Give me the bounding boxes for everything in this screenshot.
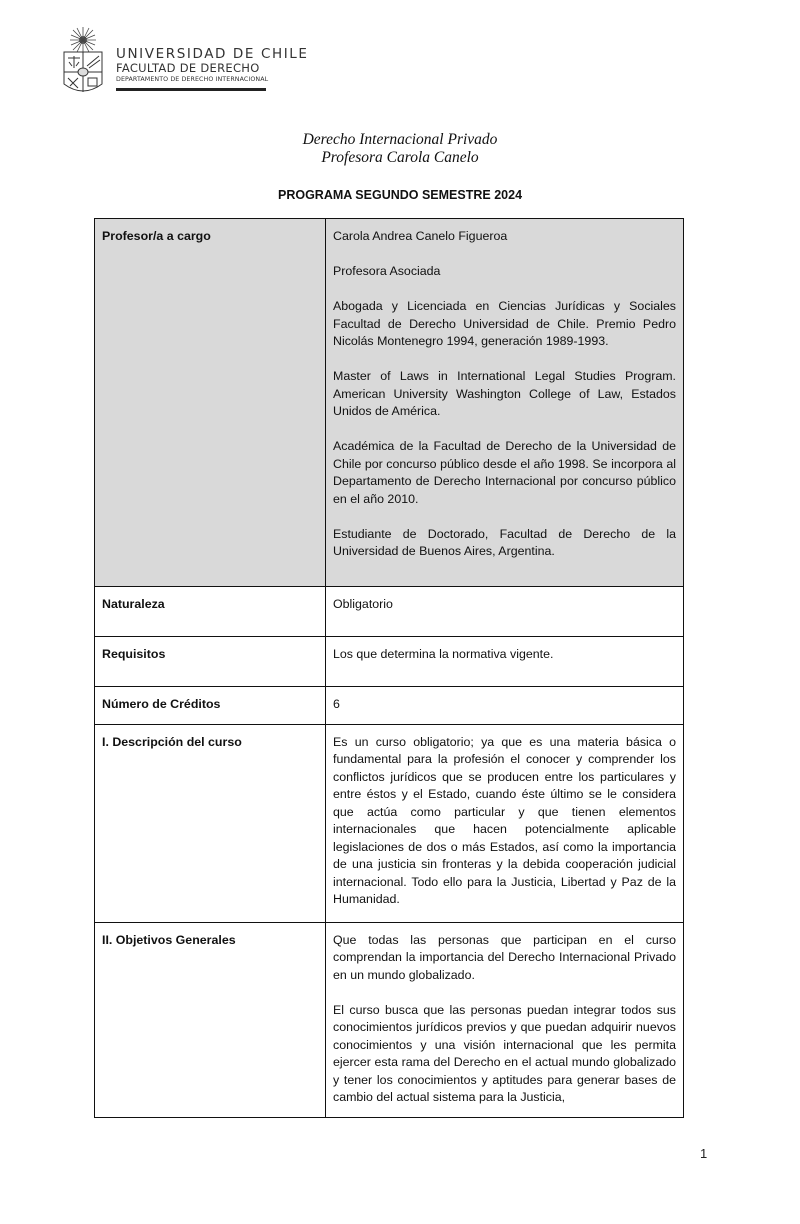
row-value (326, 687, 684, 725)
row-value (326, 587, 684, 637)
university-name: UNIVERSIDAD DE CHILE (116, 46, 309, 62)
row-label: Número de Créditos (95, 687, 326, 725)
table-row (95, 587, 684, 637)
row-label: Naturaleza (95, 587, 326, 637)
program-heading: PROGRAMA SEGUNDO SEMESTRE 2024 (277, 188, 523, 202)
value-paragraph: Los que determina la normativa vigente. (333, 647, 554, 661)
letterhead-rule (116, 88, 266, 91)
table-row (95, 687, 684, 725)
page-number: 1 (700, 1146, 708, 1161)
value-paragraph: Profesora Asociada (333, 264, 441, 278)
row-value (326, 724, 684, 922)
value-paragraph: Abogada y Licenciada en Ciencias Jurídicas y Sociales Facultad de Derecho Universidad de Chile. Premio Pedro Nicolás Montenegro 1994, generación 1989-1993. (333, 299, 676, 348)
row-label: Requisitos (95, 637, 326, 687)
value-paragraph: Obligatorio (333, 597, 393, 611)
value-paragraph: El curso busca que las personas puedan integrar todos sus conocimientos jurídicos previos y que puedan adquirir nuevos conocimientos y una visión internacional que les permita ejercer esta rama del Derecho en el actual mundo globalizado y tener los conocimientos y aptitudes para generar bases de cambio del actual sistema para la Justicia, (333, 1002, 676, 1104)
course-title: Derecho Internacional Privado (302, 131, 498, 148)
value-paragraph: 6 (333, 697, 340, 711)
professor-title: Profesora Carola Canelo (321, 149, 479, 166)
row-label: I. Descripción del curso (95, 724, 326, 922)
syllabus-table (94, 218, 684, 1118)
table-row (95, 724, 684, 922)
table-row (95, 922, 684, 1117)
value-paragraph: Que todas las personas que participan en el curso comprendan la importancia del Derecho Internacional Privado en un mundo globalizado. (333, 932, 676, 982)
value-paragraph: Master of Laws in International Legal Studies Program. American University Washington College of Law, Estados Unidos de América. (333, 369, 676, 418)
row-value (326, 219, 684, 587)
department-name: DEPARTAMENTO DE DERECHO INTERNACIONAL (116, 76, 269, 83)
document-title (0, 131, 800, 167)
value-paragraph: Estudiante de Doctorado, Facultad de Derecho de la Universidad de Buenos Aires, Argentina. (333, 526, 676, 558)
row-value (326, 922, 684, 1117)
value-paragraph: Es un curso obligatorio; ya que es una materia básica o fundamental para la profesión el conocer y comprender los conflictos jurídicos que se producen entre los particulares y entre éstos y el Estado, cuando éste último se le considera que actúa como particular y que tienen elementos internacionales que hacen potencialmente aplicable legislaciones de dos o más Estados, así como la importancia de una justicia sin fronteras y la debida cooperación judicial internacional. Todo ello para la Justicia, Libertad y Paz de la Humanidad. (333, 734, 676, 906)
table-row (95, 219, 684, 587)
table-row (95, 637, 684, 687)
faculty-name: FACULTAD DE DERECHO (116, 61, 260, 75)
value-paragraph: Académica de la Facultad de Derecho de la Universidad de Chile por concurso público desde el año 1998. Se incorpora al Departamento de Derecho Internacional por concurso público en el año 2010. (333, 439, 676, 506)
value-paragraph: Carola Andrea Canelo Figueroa (333, 229, 508, 243)
row-value (326, 637, 684, 687)
letterhead (60, 26, 309, 98)
row-label: II. Objetivos Generales (95, 922, 326, 1117)
row-label: Profesor/a a cargo (95, 219, 326, 587)
university-crest-icon (60, 26, 106, 98)
